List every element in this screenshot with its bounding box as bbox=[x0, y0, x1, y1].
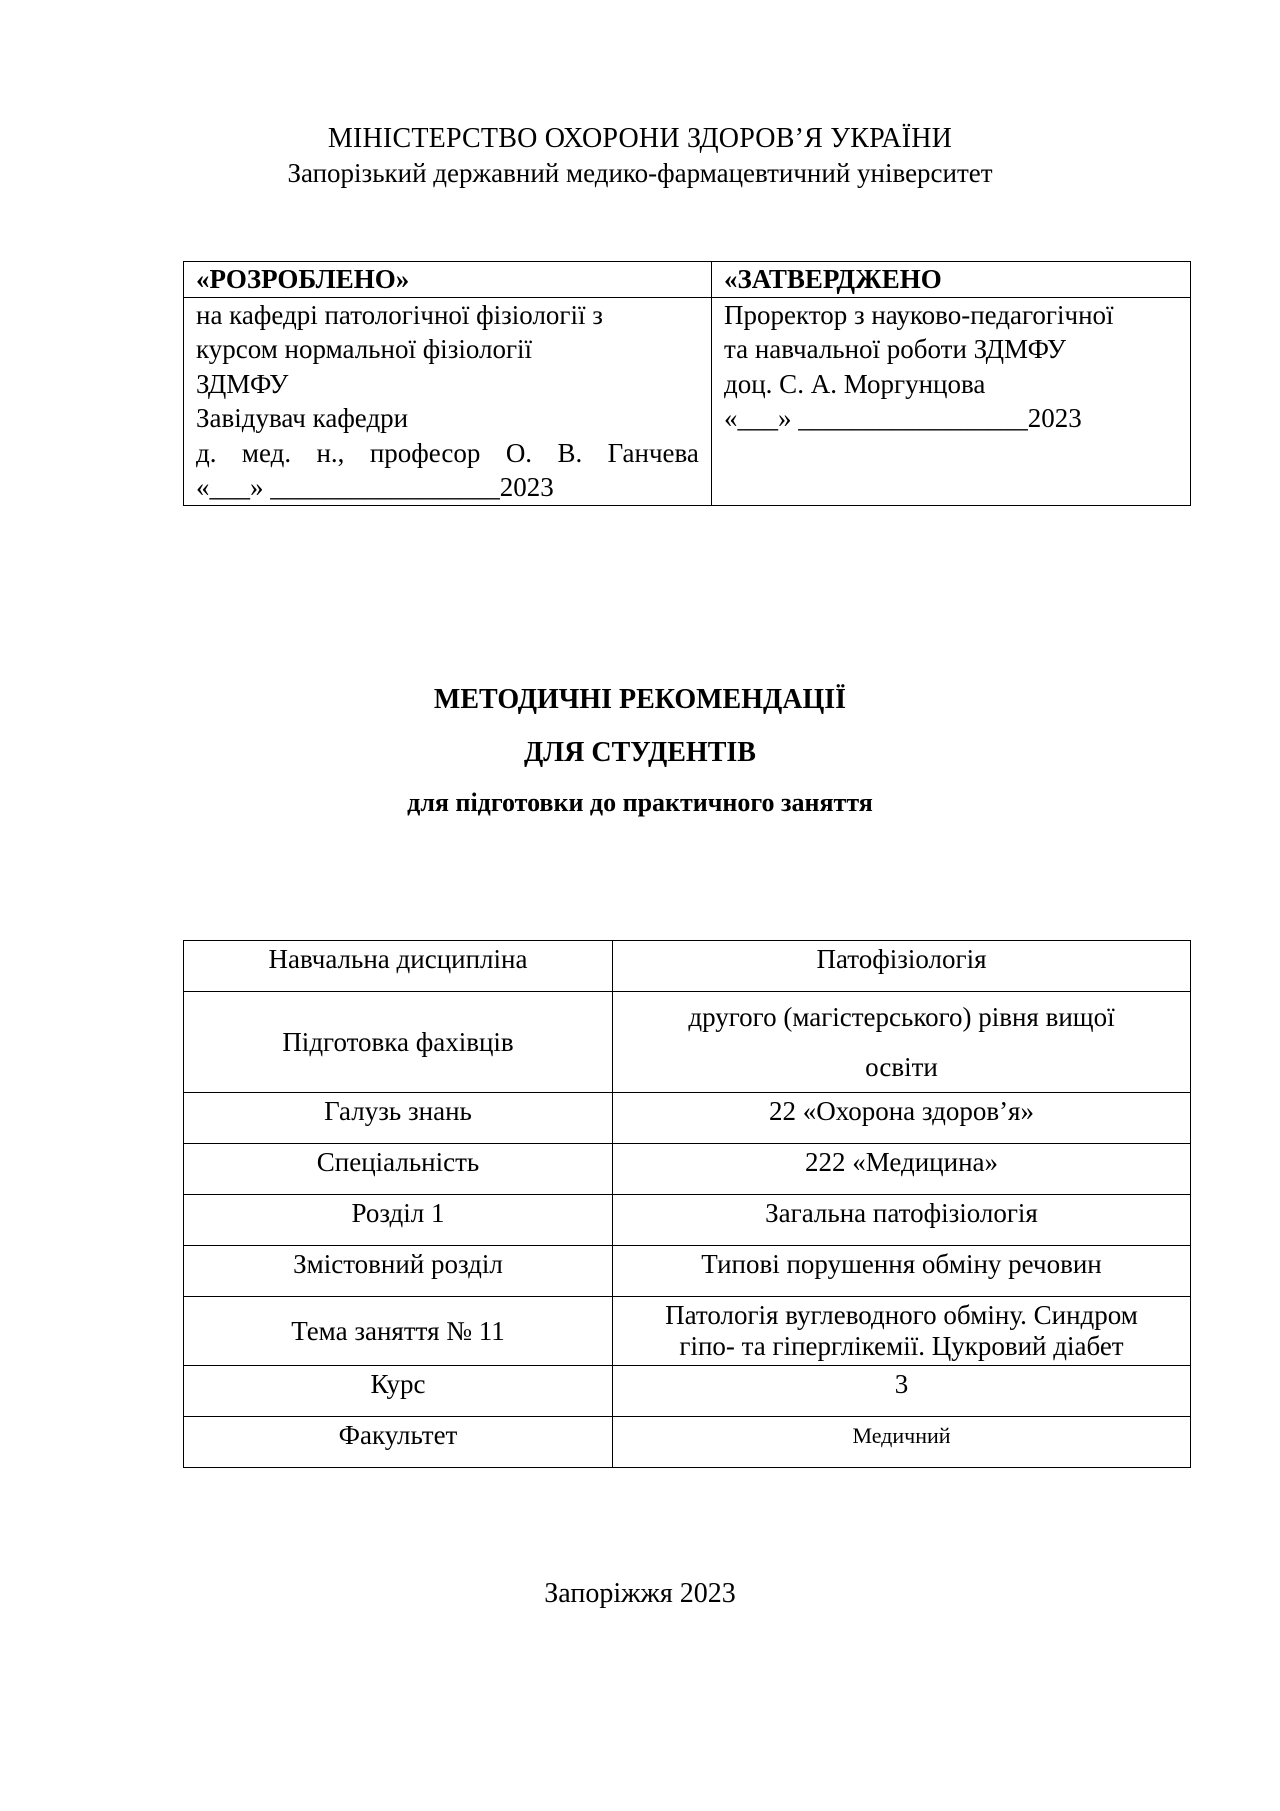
table-row bbox=[184, 1093, 1191, 1144]
approval-body-row bbox=[184, 297, 1191, 505]
ministry-name: МІНІСТЕРСТВО ОХОРОНИ ЗДОРОВ’Я УКРАЇНИ bbox=[327, 123, 953, 154]
approved-line: та навчальної роботи ЗДМФУ bbox=[724, 334, 1067, 364]
row-value: 22 «Охорона здоров’я» bbox=[613, 1093, 1191, 1144]
word: мед. bbox=[241, 437, 292, 468]
developed-line: ЗДМФУ bbox=[196, 368, 289, 399]
word: В. bbox=[557, 437, 583, 468]
word: О. bbox=[505, 437, 533, 468]
table-row bbox=[184, 1195, 1191, 1246]
row-key: Розділ 1 bbox=[184, 1195, 613, 1246]
row-key: Спеціальність bbox=[184, 1144, 613, 1195]
developed-cell bbox=[184, 297, 712, 505]
row-key: Факультет bbox=[184, 1417, 613, 1468]
city-year: Запоріжжя 2023 bbox=[544, 1578, 736, 1609]
row-value: 222 «Медицина» bbox=[613, 1144, 1191, 1195]
row-value-line: Патологія вуглеводного обміну. Синдром bbox=[665, 1300, 1138, 1330]
row-key: Галузь знань bbox=[184, 1093, 613, 1144]
row-key: Навчальна дисципліна bbox=[184, 941, 613, 992]
row-value-line: другого (магістерського) рівня вищої bbox=[688, 1002, 1115, 1032]
table-row bbox=[184, 1366, 1191, 1417]
row-key: Тема заняття № 11 bbox=[184, 1297, 613, 1366]
row-key: Курс bbox=[184, 1366, 613, 1417]
row-value bbox=[613, 1297, 1191, 1366]
course-info-table bbox=[183, 940, 1191, 1468]
row-key: Змістовний розділ bbox=[184, 1246, 613, 1297]
row-value: Типові порушення обміну речовин bbox=[613, 1246, 1191, 1297]
approval-table bbox=[183, 261, 1191, 506]
row-key: Підготовка фахівців bbox=[184, 992, 613, 1093]
table-row bbox=[184, 992, 1191, 1093]
row-value: Загальна патофізіологія bbox=[613, 1195, 1191, 1246]
developed-title: «РОЗРОБЛЕНО» bbox=[184, 262, 712, 298]
approved-title: «ЗАТВЕРДЖЕНО bbox=[712, 262, 1191, 298]
developed-line: курсом нормальної фізіології bbox=[196, 334, 533, 364]
table-row bbox=[184, 1297, 1191, 1366]
row-value: Патофізіологія bbox=[613, 941, 1191, 992]
table-row bbox=[184, 1417, 1191, 1468]
head-of-department-name bbox=[196, 436, 699, 471]
approval-header-row bbox=[184, 262, 1191, 298]
row-value: Медичний bbox=[613, 1417, 1191, 1468]
approved-line: доц. С. А. Моргунцова bbox=[724, 368, 986, 399]
table-row bbox=[184, 1144, 1191, 1195]
row-value-line: освіти bbox=[865, 1052, 938, 1082]
row-value: 3 bbox=[613, 1366, 1191, 1417]
developed-line: Завідувач кафедри bbox=[196, 403, 409, 433]
approved-line: Проректор з науково-педагогічної bbox=[724, 299, 1114, 330]
word: д. bbox=[196, 437, 217, 468]
table-row bbox=[184, 941, 1191, 992]
row-value bbox=[613, 992, 1191, 1093]
word: Ганчева bbox=[607, 437, 699, 468]
table-row bbox=[184, 1246, 1191, 1297]
word: професор bbox=[369, 437, 481, 468]
document-header bbox=[0, 122, 1280, 190]
approved-cell bbox=[712, 297, 1191, 505]
document-title bbox=[0, 680, 1280, 821]
developed-date-line: «___» _________________2023 bbox=[196, 472, 554, 502]
approved-date-line: «___» _________________2023 bbox=[724, 403, 1082, 433]
title-line-3: для підготовки до практичного заняття bbox=[407, 788, 873, 817]
title-line-2: ДЛЯ СТУДЕНТІВ bbox=[524, 737, 756, 768]
word: н., bbox=[316, 437, 345, 468]
row-value-line: гіпо- та гіперглікемії. Цукровий діабет bbox=[679, 1331, 1124, 1361]
developed-line: на кафедрі патологічної фізіології з bbox=[196, 299, 603, 330]
university-name: Запорізький державний медико-фармацевтичний університет bbox=[287, 158, 993, 188]
title-line-1: МЕТОДИЧНІ РЕКОМЕНДАЦІЇ bbox=[433, 684, 847, 715]
